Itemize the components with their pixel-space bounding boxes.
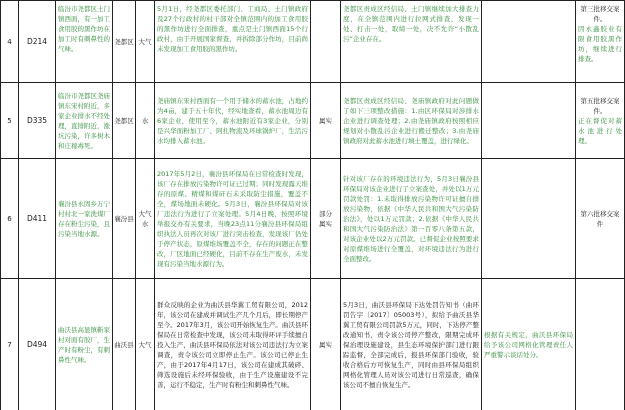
handling-text: 5月3日，曲沃县环保局下达处罚告知书（曲环罚告字〔2017〕05003号），拟给予曲沃县华翼工贸有限公司罚款5万元，同时，下达停产整改通知书，责令该公司停产整改，限期完成环保治理设施建设，县生态环境保护部门进行跟踪监督，全部完成后，报县环保部门验收，验收合格后方可恢复生产，同时由县环保局组织网格化管理人员对该公司进行日常巡查，确保该公司不擅自恢复生产。 (343, 300, 479, 389)
pollution-type: 大气 (138, 37, 152, 46)
district-cell (113, 279, 136, 410)
district: 尧都区 (114, 116, 134, 125)
district-cell (113, 83, 136, 159)
handling-text: 尧都区责成区经信局、土门镇继续加大排查力度，在全镇范围内进行拉网式排查，发现一处、打击一处，取缔一处，决不允许“小散乱污”企业存在。 (343, 5, 479, 43)
batch-label: 第五批移交案件。 (580, 96, 620, 115)
investigation-text: 群众反映的企业为曲沃县华翼工贸有限公司，2012年，该公司在建成并调试生产几个月后，即长期停产至今。2017年3月，该公司开始恢复生产。曲沃县环保局在日常检查中发现，该公司未取得环评手续擅自投入生产，曲沃县环保局依法对该公司违法行为立案调查，责令该公司立即停止生产。该公司已停止生产，由于2017年4月17日，该公司在建成其破碎、筛选设施后未经环保验收，由于生产设施建设不完善，运行不稳定，生产时有粉尘和刺鼻性气味。 (157, 300, 308, 389)
batch-stack (578, 209, 622, 229)
investigation-text: 5月1日，经尧都区委托部门、工商局、土门镇政府及27个行政村的村干部对全镇范围内的加工食用胶的黑作坊进行全面排查，重点是土门镇西面15个行政村，由于开展国家督查，并拆除部分作坊，目前尚未发现加工食用胶的黑作坊。 (157, 5, 308, 53)
investigation-cell (155, 1, 311, 83)
batch-stack (578, 96, 622, 146)
investigation-cell (155, 159, 311, 279)
batch-cell (576, 279, 625, 410)
case-id-cell (19, 159, 56, 279)
district: 襄汾县 (114, 214, 134, 223)
handling-text: 尧都区责成区经信局、尧庙镇政府对此问题做了如下三项整改措施：1.由区环保局对涉排水企业进行调查处理；2.由尧庙镇政府按照相应规划对小散乱污企业进行搬迁整改；3.由尧庙镇政府对此蓄水池进行填土覆盖，进行绿化。 (343, 96, 479, 145)
batch-label: 第六批移交案件 (580, 209, 620, 228)
investigation-cell (155, 279, 311, 410)
batch-note: 因永鑫胶业有限食用胶黑作坊，继续进行排查。 (578, 25, 622, 63)
batch-cell (576, 83, 625, 159)
case-id-cell (19, 83, 56, 159)
notes-cell (482, 1, 576, 83)
batch-cell (576, 159, 625, 279)
complaint-description: 临汾市尧都区尧庙镇东宋村附近，多家企业排水不经处理，直排附近，涨坑污染，许多树木和庄稼毒死。 (58, 91, 110, 150)
pollution-type-cell (136, 279, 155, 410)
notes-text: 根据有关规定，曲沃县环保局给予该公司网格化管理责任人严重警示谈话处分。 (484, 330, 573, 359)
handling-text: 针对该厂存在的环境违法行为，5月3日襄汾县环保局对该企业进行了立案查处，并处以1万元罚款处罚：1.未取得排放污染物许可证擅自排放污染物，依据《中华人民共和国大气污染防治法》，处以1万元罚款；2.依据《中华人民共和国大气污染防治法》第一百零八条第五款，对该企业处以2万元罚款。已督促企业按照要求对原煤堆场进行全覆盖，对环境违法行为进行全面整改。 (343, 174, 479, 263)
row-number: 7 (7, 340, 12, 349)
case-id-cell (19, 1, 56, 83)
pollution-type: 大气水 (138, 209, 152, 228)
verdict: 部分属实 (319, 209, 332, 228)
case-id-cell (19, 279, 56, 410)
verdict-cell (311, 1, 341, 83)
district-cell (113, 1, 136, 83)
pollution-type: 大气 (138, 340, 152, 349)
complaint-description-cell (56, 159, 113, 279)
batch-note: 正在督促对蓄水池进行处理。 (578, 116, 622, 145)
pollution-type-cell (136, 83, 155, 159)
case-id: D214 (26, 36, 48, 46)
investigation-text: 尧庙镇东宋村西面有一个用于储水的蓄水池，占地约为4亩，建于五十年代，经实地查看，蓄水池周边有6家企业，使用至今，蓄水池附近有3家企业，分别是兴华面粉加工厂、阿扎物流及环球锅炉厂，生活污水均排入蓄水池。 (157, 96, 308, 145)
row-number-cell (1, 83, 19, 159)
pollution-type-cell (136, 1, 155, 83)
row-number-cell (1, 159, 19, 279)
case-id: D494 (26, 339, 48, 349)
notes-cell (482, 83, 576, 159)
row-number-cell (1, 279, 19, 410)
verdict-cell (311, 279, 341, 410)
complaint-description-cell (56, 1, 113, 83)
complaint-description-cell (56, 279, 113, 410)
row-number: 4 (7, 37, 12, 46)
batch-cell (576, 1, 625, 83)
complaint-description: 襄汾县永固乡万宁村村北一家洗煤厂存在粉尘污染，且污染当地水源。 (58, 199, 110, 238)
handling-cell (341, 83, 482, 159)
verdict-cell (311, 83, 341, 159)
case-id: D411 (26, 213, 48, 223)
complaint-description-cell (56, 83, 113, 159)
district-cell (113, 159, 136, 279)
verdict: 属实 (319, 340, 332, 349)
pollution-type-cell (136, 159, 155, 279)
complaint-description: 临汾市尧都区土门镇西面，有一加工食用胶的黑作坊在加工时有刺鼻性的气味。 (58, 5, 110, 53)
case-id: D335 (26, 115, 48, 125)
batch-stack (578, 4, 622, 64)
district: 尧都区 (114, 37, 134, 46)
handling-cell (341, 279, 482, 410)
handling-cell (341, 159, 482, 279)
complaint-description: 曲沃县高显镇靳家村对面有胶厂，生产时有粉尘，有刺鼻性气味。 (58, 325, 110, 364)
notes-cell (482, 159, 576, 279)
verdict-cell (311, 159, 341, 279)
notes-cell (482, 279, 576, 410)
investigation-text: 2017年5月2日，襄汾县环保局在日常检查时发现，该厂存在排放污染物许可证已过期；同时发现露天堆存的原煤、精煤和煤矸石未采取防尘措施，覆盖不全，煤场地面未硬化。5月3日，襄汾县环保局对该厂违法行为进行了立案处理。5月4日晚，按照环境举报交办有关要求，当晚23点11分襄汾县环保局组织执法人员再次对该厂进行突击检查，发现该厂仍处于停产状态，原煤堆场覆盖不全，存在的问题正在整改，厂区地面已经硬化，目前不存在生产废水，未发现有污染当地水源行为。 (157, 169, 308, 268)
investigation-cell (155, 83, 311, 159)
pollution-type: 水 (141, 116, 149, 125)
district: 曲沃县 (114, 340, 134, 349)
row-number-cell (1, 1, 19, 83)
row-number: 6 (7, 214, 12, 223)
row-number: 5 (7, 116, 12, 125)
verdict: 属实 (319, 116, 332, 125)
batch-label: 第三批移交案件。 (580, 5, 620, 23)
handling-cell (341, 1, 482, 83)
